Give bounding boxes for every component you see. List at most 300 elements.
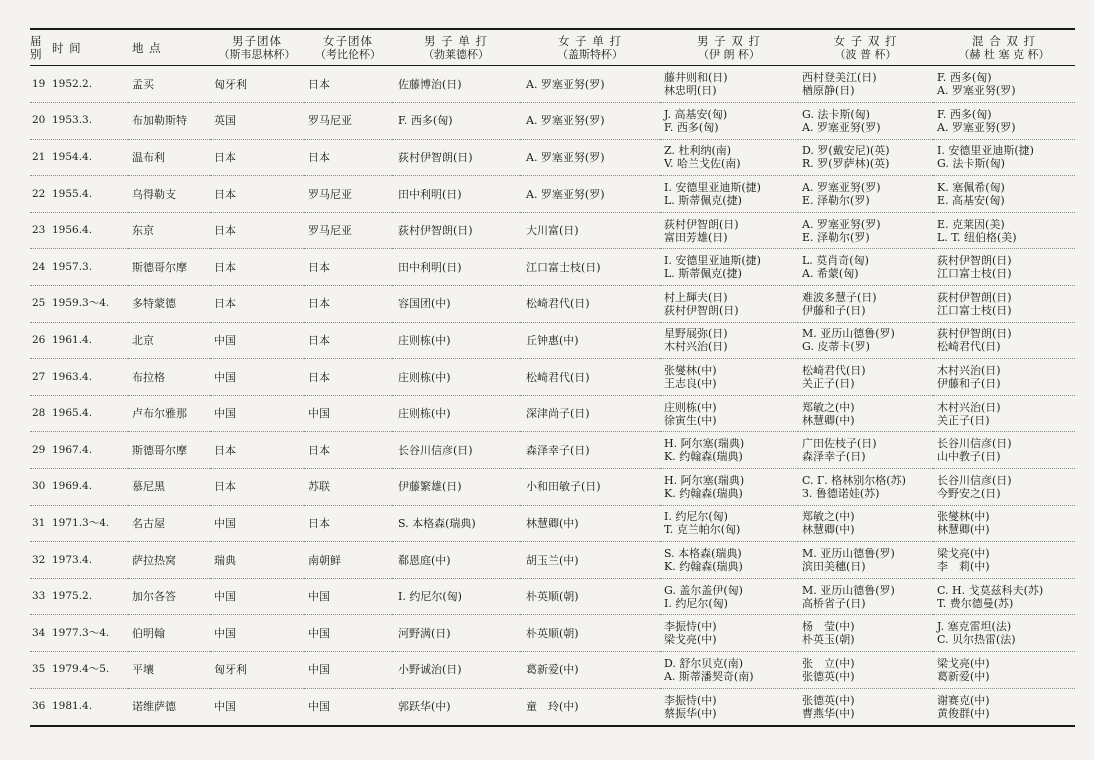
cell-mens-doubles — [660, 249, 798, 286]
cell-mens-doubles — [660, 139, 798, 176]
mens-doubles-player-2: 荻村伊智朗(日) — [664, 303, 739, 317]
edition-date: 1975.2. — [52, 590, 93, 603]
header-location-label: 地 点 — [132, 41, 162, 55]
cell-womens-singles: A. 罗塞亚努(罗) — [520, 103, 660, 140]
table-row — [30, 249, 1075, 286]
mixed-doubles-player-2: 江口富士枝(日) — [937, 267, 1012, 281]
mens-doubles-player-1: 星野展弥(日) — [664, 327, 728, 341]
cell-edition-date — [30, 322, 128, 359]
cell-mens-singles: F. 西多(匈) — [392, 103, 520, 140]
cell-mens-team: 中国 — [210, 395, 304, 432]
cell-mens-singles: S. 本格森(瑞典) — [392, 505, 520, 542]
cell-womens-team: 日本 — [304, 359, 392, 396]
cell-mens-singles: 荻村伊智朗(日) — [392, 139, 520, 176]
mixed-doubles-player-2: T. 费尔德曼(苏) — [937, 596, 1014, 610]
cell-location: 布加勒斯特 — [128, 103, 210, 140]
cell-womens-singles: A. 罗塞亚努(罗) — [520, 176, 660, 213]
edition-number: 33 — [32, 590, 46, 603]
womens-doubles-player-2: 林慧卿(中) — [802, 413, 855, 427]
cell-mens-doubles — [660, 103, 798, 140]
womens-doubles-player-2: 关正子(日) — [802, 377, 855, 391]
header-womens-doubles-cup: （波 普 杯） — [834, 48, 897, 61]
cell-mixed-doubles — [933, 286, 1075, 323]
edition-date: 1952.2. — [52, 77, 93, 90]
edition-date: 1953.3. — [52, 114, 93, 127]
womens-doubles-player-2: A. 罗塞亚努(罗) — [802, 120, 881, 134]
header-womens-singles-label: 女 子 单 打 — [558, 34, 622, 48]
header-date: 时 间 — [52, 40, 82, 55]
edition-number: 30 — [32, 480, 46, 493]
cell-womens-doubles — [798, 103, 933, 140]
cell-womens-team: 苏联 — [304, 469, 392, 506]
table-body — [30, 66, 1075, 725]
header-womens-doubles — [798, 30, 933, 66]
mixed-doubles-player-1: 梁戈亮(中) — [937, 547, 990, 561]
header-womens-team-cup: （考比伦杯） — [315, 48, 381, 61]
mixed-doubles-player-1: F. 西多(匈) — [937, 71, 992, 85]
cell-edition-date — [30, 139, 128, 176]
womens-doubles-player-1: 杨 莹(中) — [802, 620, 855, 634]
header-womens-singles — [520, 30, 660, 66]
cell-mens-team: 日本 — [210, 139, 304, 176]
cell-edition-date — [30, 505, 128, 542]
cell-edition-date — [30, 688, 128, 725]
cell-mens-singles: 庄则栋(中) — [392, 322, 520, 359]
mixed-doubles-player-1: J. 塞克雷坦(法) — [937, 620, 1012, 634]
mens-doubles-player-1: I. 安德里亚迪斯(捷) — [664, 254, 761, 268]
cell-womens-singles: 松崎君代(日) — [520, 359, 660, 396]
mens-doubles-player-2: K. 约翰森(瑞典) — [664, 450, 743, 464]
header-mens-team-label: 男子团体 — [232, 34, 282, 48]
edition-number: 20 — [32, 114, 46, 127]
womens-doubles-player-2: З. 鲁德诺娃(苏) — [802, 486, 880, 500]
womens-doubles-player-1: A. 罗塞亚努(罗) — [802, 217, 881, 231]
cell-mens-team: 瑞典 — [210, 542, 304, 579]
mens-doubles-player-2: 王志良(中) — [664, 377, 717, 391]
cell-womens-team: 日本 — [304, 432, 392, 469]
mens-doubles-player-2: 梁戈亮(中) — [664, 633, 717, 647]
cell-womens-team: 中国 — [304, 578, 392, 615]
cell-location: 名古屋 — [128, 505, 210, 542]
cell-location: 布拉格 — [128, 359, 210, 396]
edition-number: 21 — [32, 150, 46, 163]
cell-womens-doubles — [798, 322, 933, 359]
table-row — [30, 66, 1075, 103]
mixed-doubles-player-1: I. 安德里亚迪斯(捷) — [937, 144, 1034, 158]
mens-doubles-player-1: H. 阿尔塞(瑞典) — [664, 437, 745, 451]
header-mens-team — [210, 30, 304, 66]
cell-mixed-doubles — [933, 103, 1075, 140]
mixed-doubles-player-2: 松崎君代(日) — [937, 340, 1001, 354]
mixed-doubles-player-2: A. 罗塞亚努(罗) — [937, 120, 1016, 134]
edition-date: 1959.3～4. — [52, 297, 110, 310]
cell-mixed-doubles — [933, 542, 1075, 579]
womens-doubles-player-2: E. 泽勒尔(罗) — [802, 194, 870, 208]
mixed-doubles-player-1: K. 塞佩希(匈) — [937, 181, 1005, 195]
mixed-doubles-player-2: 今野安之(日) — [937, 486, 1001, 500]
cell-mens-singles: 庄则栋(中) — [392, 395, 520, 432]
mixed-doubles-player-2: A. 罗塞亚努(罗) — [937, 84, 1016, 98]
cell-mens-singles: 田中利明(日) — [392, 249, 520, 286]
mens-doubles-player-1: S. 本格森(瑞典) — [664, 547, 742, 561]
cell-mens-doubles — [660, 359, 798, 396]
header-location — [128, 30, 210, 66]
mixed-doubles-player-1: F. 西多(匈) — [937, 107, 992, 121]
cell-womens-doubles — [798, 66, 933, 103]
edition-date: 1969.4. — [52, 480, 93, 493]
mens-doubles-player-2: K. 约翰森(瑞典) — [664, 486, 743, 500]
mens-doubles-player-2: 蔡振华(中) — [664, 706, 717, 720]
edition-date: 1981.4. — [52, 700, 93, 713]
cell-womens-team: 日本 — [304, 286, 392, 323]
cell-mixed-doubles — [933, 432, 1075, 469]
cell-mens-team: 中国 — [210, 615, 304, 652]
edition-number: 26 — [32, 333, 46, 346]
cell-mens-doubles — [660, 469, 798, 506]
cell-mens-team: 中国 — [210, 322, 304, 359]
header-mens-doubles-label: 男 子 双 打 — [697, 34, 761, 48]
cell-mens-team: 日本 — [210, 469, 304, 506]
table-row — [30, 103, 1075, 140]
womens-doubles-player-1: M. 亚历山德鲁(罗) — [802, 547, 895, 561]
bottom-rule — [30, 725, 1075, 727]
cell-edition-date — [30, 432, 128, 469]
mixed-doubles-player-2: C. 贝尔热雷(法) — [937, 633, 1016, 647]
mens-doubles-player-2: T. 克兰帕尔(匈) — [664, 523, 741, 537]
cell-womens-team: 罗马尼亚 — [304, 176, 392, 213]
mixed-doubles-player-1: 梁戈亮(中) — [937, 656, 990, 670]
edition-number: 32 — [32, 553, 46, 566]
cell-mixed-doubles — [933, 249, 1075, 286]
cell-edition-date — [30, 176, 128, 213]
cell-womens-doubles — [798, 395, 933, 432]
cell-mens-singles: 长谷川信彦(日) — [392, 432, 520, 469]
mens-doubles-player-1: 荻村伊智朗(日) — [664, 217, 739, 231]
cell-mens-team: 中国 — [210, 578, 304, 615]
edition-date: 1979.4～5. — [52, 663, 110, 676]
table-row — [30, 359, 1075, 396]
header-mens-doubles — [660, 30, 798, 66]
mens-doubles-player-1: 村上輝夫(日) — [664, 290, 728, 304]
cell-mens-doubles — [660, 432, 798, 469]
cell-edition-date — [30, 66, 128, 103]
womens-doubles-player-1: 广田佐枝子(日) — [802, 437, 877, 451]
table-row — [30, 578, 1075, 615]
cell-mens-doubles — [660, 542, 798, 579]
cell-edition-date — [30, 652, 128, 689]
cell-womens-doubles — [798, 652, 933, 689]
cell-location: 乌得勒支 — [128, 176, 210, 213]
mens-doubles-player-1: J. 高基安(匈) — [664, 107, 728, 121]
mens-doubles-player-1: 李振恃(中) — [664, 620, 717, 634]
mixed-doubles-player-2: L. T. 纽伯格(美) — [937, 230, 1017, 244]
cell-womens-team: 日本 — [304, 66, 392, 103]
header-mens-singles-label: 男 子 单 打 — [424, 34, 488, 48]
cell-location: 多特蒙德 — [128, 286, 210, 323]
cell-womens-singles: 小和田敏子(日) — [520, 469, 660, 506]
cell-mens-singles: 容国团(中) — [392, 286, 520, 323]
mens-doubles-player-1: G. 盖尔盖伊(匈) — [664, 583, 743, 597]
cell-womens-singles: 松崎君代(日) — [520, 286, 660, 323]
cell-womens-doubles — [798, 359, 933, 396]
cell-womens-singles: 江口富士枝(日) — [520, 249, 660, 286]
table-header — [30, 30, 1075, 66]
edition-date: 1965.4. — [52, 407, 93, 420]
cell-womens-singles: 森泽幸子(日) — [520, 432, 660, 469]
mixed-doubles-player-2: 李 莉(中) — [937, 560, 990, 574]
mixed-doubles-player-1: 谢赛克(中) — [937, 693, 990, 707]
mens-doubles-player-1: 庄则栋(中) — [664, 400, 717, 414]
cell-mens-doubles — [660, 66, 798, 103]
womens-doubles-player-2: 张德英(中) — [802, 669, 855, 683]
edition-date: 1973.4. — [52, 553, 93, 566]
womens-doubles-player-2: 伊藤和子(日) — [802, 303, 866, 317]
table-row — [30, 395, 1075, 432]
table-row — [30, 615, 1075, 652]
mens-doubles-player-2: A. 斯蒂潘契奇(南) — [664, 669, 754, 683]
womens-doubles-player-1: D. 罗(戴安尼)(英) — [802, 144, 890, 158]
table-row — [30, 542, 1075, 579]
cell-mens-team: 日本 — [210, 286, 304, 323]
header-row — [30, 30, 1075, 66]
mixed-doubles-player-1: 木村兴治(日) — [937, 364, 1001, 378]
header-edition-date — [30, 30, 128, 66]
cell-edition-date — [30, 542, 128, 579]
cell-womens-singles: A. 罗塞亚努(罗) — [520, 139, 660, 176]
mixed-doubles-player-1: 荻村伊智朗(日) — [937, 290, 1012, 304]
womens-doubles-player-2: 曹燕华(中) — [802, 706, 855, 720]
cell-womens-team: 中国 — [308, 700, 330, 714]
cell-mens-doubles — [660, 322, 798, 359]
womens-doubles-player-2: 林慧卿(中) — [802, 523, 855, 537]
womens-doubles-player-2: 森泽幸子(日) — [802, 450, 866, 464]
cell-womens-team: 日本 — [304, 249, 392, 286]
edition-number: 36 — [32, 700, 46, 713]
cell-location: 斯德哥尔摩 — [128, 432, 210, 469]
cell-womens-singles: 童 玲(中) — [526, 700, 579, 714]
cell-womens-doubles — [798, 176, 933, 213]
womens-doubles-player-2: 朴英玉(朝) — [802, 633, 855, 647]
cell-womens-team: 中国 — [304, 652, 392, 689]
cell-womens-doubles — [798, 542, 933, 579]
womens-doubles-player-1: 难波多慧子(日) — [802, 290, 877, 304]
mixed-doubles-player-1: 长谷川信彦(日) — [937, 473, 1012, 487]
womens-doubles-player-2: 楢原静(日) — [802, 84, 855, 98]
mens-doubles-player-2: F. 西多(匈) — [664, 120, 719, 134]
header-edition-bottom: 别 — [30, 47, 42, 61]
table-row — [30, 652, 1075, 689]
header-mens-singles-cup: （勃莱德杯） — [423, 48, 489, 61]
cell-womens-singles: 葛新爱(中) — [520, 652, 660, 689]
cell-location: 东京 — [128, 212, 210, 249]
cell-mens-doubles — [660, 212, 798, 249]
mens-doubles-player-2: K. 约翰森(瑞典) — [664, 560, 743, 574]
table-row — [30, 286, 1075, 323]
womens-doubles-player-1: G. 法卡斯(匈) — [802, 107, 870, 121]
cell-mixed-doubles — [933, 578, 1075, 615]
edition-date: 1957.3. — [52, 260, 93, 273]
cell-location: 温布利 — [128, 139, 210, 176]
header-womens-team — [304, 30, 392, 66]
table-row — [30, 688, 1075, 725]
cell-edition-date — [30, 249, 128, 286]
mixed-doubles-player-2: 林慧卿(中) — [937, 523, 990, 537]
mens-doubles-player-1: I. 安德里亚迪斯(捷) — [664, 181, 761, 195]
womens-doubles-player-1: 张德英(中) — [802, 693, 855, 707]
cell-edition-date — [30, 359, 128, 396]
cell-womens-team: 罗马尼亚 — [304, 103, 392, 140]
edition-date: 1956.4. — [52, 224, 93, 237]
cell-mixed-doubles — [933, 176, 1075, 213]
mixed-doubles-player-1: 荻村伊智朗(日) — [937, 327, 1012, 341]
mixed-doubles-player-2: G. 法卡斯(匈) — [937, 157, 1005, 171]
mens-doubles-player-1: H. 阿尔塞(瑞典) — [664, 473, 745, 487]
mens-doubles-player-1: 张燮林(中) — [664, 364, 717, 378]
cell-womens-singles: 林慧卿(中) — [520, 505, 660, 542]
cell-womens-team: 中国 — [304, 395, 392, 432]
cell-womens-team: 日本 — [304, 139, 392, 176]
cell-womens-doubles — [798, 212, 933, 249]
edition-date: 1963.4. — [52, 370, 93, 383]
cell-mens-doubles — [660, 395, 798, 432]
cell-location: 平壤 — [128, 652, 210, 689]
cell-location: 诺维萨德 — [132, 700, 176, 714]
cell-mens-doubles — [660, 652, 798, 689]
mixed-doubles-player-2: 山中教子(日) — [937, 450, 1001, 464]
edition-number: 25 — [32, 297, 46, 310]
womens-doubles-player-1: L. 莫肖奇(匈) — [802, 254, 869, 268]
header-mixed-doubles — [933, 30, 1075, 66]
cell-mens-team: 中国 — [210, 505, 304, 542]
edition-number: 19 — [32, 77, 46, 90]
cell-womens-singles: 朴英顺(朝) — [520, 578, 660, 615]
cell-womens-doubles — [798, 432, 933, 469]
cell-edition-date — [30, 103, 128, 140]
table-row — [30, 432, 1075, 469]
cell-location: 孟买 — [128, 66, 210, 103]
cell-mens-team: 日本 — [210, 432, 304, 469]
mens-doubles-player-2: V. 哈兰戈佐(南) — [664, 157, 741, 171]
cell-location: 斯德哥尔摩 — [128, 249, 210, 286]
cell-mixed-doubles — [933, 615, 1075, 652]
edition-number: 24 — [32, 260, 46, 273]
womens-doubles-player-2: R. 罗(罗萨林)(英) — [802, 157, 890, 171]
cell-womens-singles: 胡玉兰(中) — [520, 542, 660, 579]
table-row — [30, 322, 1075, 359]
womens-doubles-player-1: 西村登美江(日) — [802, 71, 877, 85]
edition-number: 31 — [32, 516, 46, 529]
womens-doubles-player-1: C. Г. 格林别尔格(苏) — [802, 473, 906, 487]
cell-womens-team: 日本 — [304, 505, 392, 542]
cell-mens-singles: 田中利明(日) — [392, 176, 520, 213]
mixed-doubles-player-1: C. H. 戈莫兹科夫(苏) — [937, 583, 1044, 597]
mens-doubles-player-2: L. 斯蒂佩克(捷) — [664, 194, 742, 208]
cell-mixed-doubles — [933, 139, 1075, 176]
mens-doubles-player-1: D. 舒尔贝克(南) — [664, 656, 744, 670]
mixed-doubles-player-1: 木村兴治(日) — [937, 400, 1001, 414]
cell-edition-date — [30, 286, 128, 323]
cell-womens-team: 中国 — [304, 615, 392, 652]
mixed-doubles-player-2: 葛新爱(中) — [937, 669, 990, 683]
cell-mens-doubles — [660, 688, 798, 725]
mixed-doubles-player-2: 黄俊群(中) — [937, 706, 990, 720]
header-mens-singles — [392, 30, 520, 66]
cell-edition-date — [30, 212, 128, 249]
cell-edition-date — [30, 578, 128, 615]
cell-womens-doubles — [798, 578, 933, 615]
cell-mens-team: 匈牙利 — [210, 66, 304, 103]
header-mens-team-cup: （斯韦思林杯） — [218, 48, 296, 61]
header-mixed-doubles-cup: （赫 杜 塞 克 杯） — [958, 48, 1050, 61]
cell-mens-team: 英国 — [210, 103, 304, 140]
header-womens-singles-cup: （盖斯特杯） — [557, 48, 623, 61]
cell-mixed-doubles — [933, 395, 1075, 432]
mixed-doubles-player-1: 张燮林(中) — [937, 510, 990, 524]
mens-doubles-player-2: 林忠明(日) — [664, 84, 717, 98]
cell-mens-team: 日本 — [210, 212, 304, 249]
edition-number: 27 — [32, 370, 46, 383]
cell-mens-team: 日本 — [210, 249, 304, 286]
womens-doubles-player-2: 高桥省子(日) — [802, 596, 866, 610]
header-womens-doubles-label: 女 子 双 打 — [833, 34, 898, 48]
cell-womens-singles: 深津尚子(日) — [520, 395, 660, 432]
cell-mens-team: 日本 — [210, 176, 304, 213]
cell-mens-team: 中国 — [210, 359, 304, 396]
edition-date: 1961.4. — [52, 333, 93, 346]
table-row — [30, 469, 1075, 506]
cell-mixed-doubles — [933, 212, 1075, 249]
womens-doubles-player-1: 郑敏之(中) — [802, 400, 855, 414]
mens-doubles-player-2: 木村兴治(日) — [664, 340, 728, 354]
cell-mens-singles: I. 约尼尔(匈) — [392, 578, 520, 615]
cell-womens-doubles — [798, 615, 933, 652]
cell-womens-singles: 大川富(日) — [520, 212, 660, 249]
cell-location: 加尔各答 — [128, 578, 210, 615]
mens-doubles-player-1: 李振恃(中) — [664, 693, 717, 707]
cell-location: 萨拉热窝 — [128, 542, 210, 579]
cell-mens-doubles — [660, 615, 798, 652]
womens-doubles-player-1: A. 罗塞亚努(罗) — [802, 181, 881, 195]
cell-edition-date — [30, 615, 128, 652]
cell-location: 卢布尔雅那 — [128, 395, 210, 432]
cell-womens-team: 南朝鲜 — [304, 542, 392, 579]
header-mens-doubles-cup: （伊 朗 杯） — [698, 48, 760, 61]
cell-mens-singles: 佐藤博治(日) — [392, 66, 520, 103]
mixed-doubles-player-1: 长谷川信彦(日) — [937, 437, 1012, 451]
mixed-doubles-player-1: E. 克莱因(美) — [937, 217, 1005, 231]
cell-mixed-doubles — [933, 322, 1075, 359]
edition-date: 1967.4. — [52, 443, 93, 456]
cell-mens-singles: 伊藤繁雄(日) — [392, 469, 520, 506]
mens-doubles-player-1: I. 约尼尔(匈) — [664, 510, 728, 524]
womens-doubles-player-1: M. 亚历山德鲁(罗) — [802, 327, 895, 341]
cell-womens-doubles — [798, 505, 933, 542]
cell-mens-singles: 郭跃华(中) — [398, 700, 451, 714]
cell-mens-doubles — [660, 578, 798, 615]
cell-womens-doubles — [798, 286, 933, 323]
mens-doubles-player-1: 藤井则和(日) — [664, 71, 728, 85]
womens-doubles-player-1: M. 亚历山德鲁(罗) — [802, 583, 895, 597]
mixed-doubles-player-2: 关正子(日) — [937, 413, 990, 427]
edition-number: 35 — [32, 663, 46, 676]
cell-mens-singles: 庄则栋(中) — [392, 359, 520, 396]
cell-womens-singles: 丘钟惠(中) — [520, 322, 660, 359]
table-row — [30, 139, 1075, 176]
womens-doubles-player-1: 张 立(中) — [802, 656, 855, 670]
cell-womens-team: 日本 — [304, 322, 392, 359]
edition-number: 34 — [32, 626, 46, 639]
championship-table — [30, 30, 1075, 725]
